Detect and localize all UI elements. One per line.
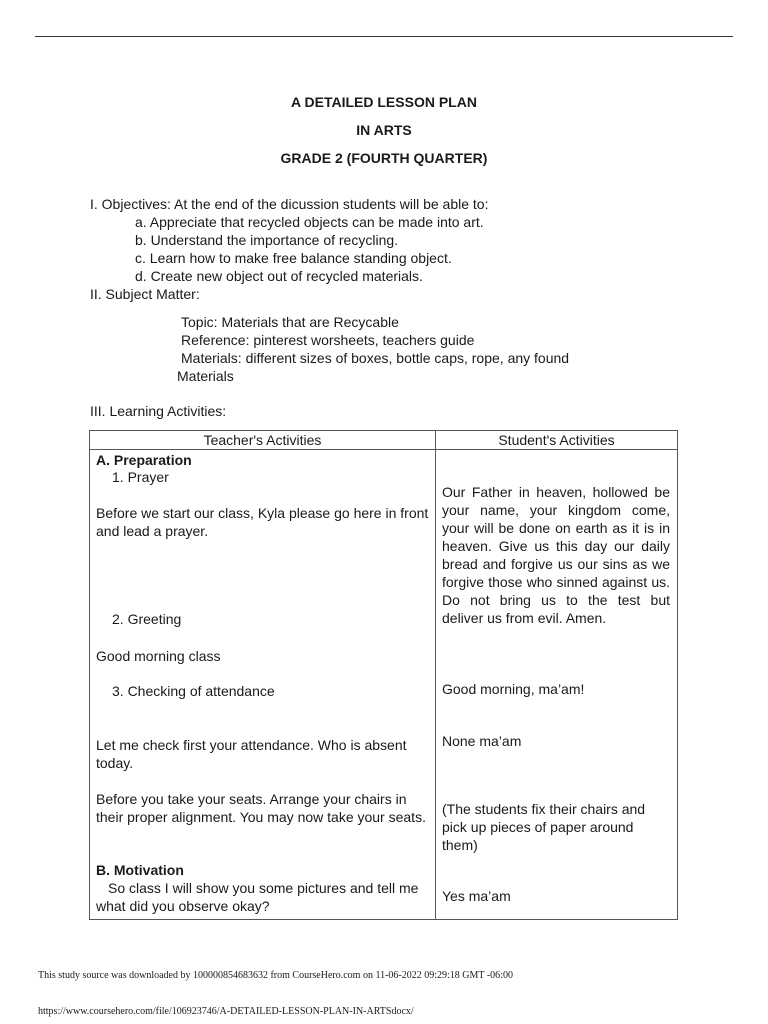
teacher-activities-header: Teacher's Activities bbox=[90, 431, 436, 450]
subject-materials: Materials: different sizes of boxes, bottle caps, rope, any found bbox=[181, 350, 570, 366]
attendance-step: 3. Checking of attendance bbox=[112, 683, 275, 699]
subject-matter-heading: II. Subject Matter: bbox=[90, 286, 200, 302]
greeting-response: Good morning, ma’am! bbox=[442, 681, 585, 697]
prayer-step: 1. Prayer bbox=[112, 469, 169, 485]
student-activities-header: Student's Activities bbox=[436, 431, 678, 450]
document-subject: IN ARTS bbox=[356, 122, 412, 138]
download-notice: This study source was downloaded by 100000854683632 from CourseHero.com on 11-06-2022 09:29:18 GMT -06:00 bbox=[38, 970, 513, 981]
prayer-response: Our Father in heaven, hollowed be your name, your kingdom come, your will be done on earth as it is in heaven. Give us this day our daily bread and forgive us our sins as we forgive those who sinned against us. Do not bring us to the test but deliver us from evil. Amen. bbox=[442, 484, 670, 626]
seats-instruction: Before you take your seats. Arrange your chairs in their proper alignment. You may now take your seats. bbox=[96, 791, 426, 825]
preparation-heading: A. Preparation bbox=[96, 452, 192, 468]
objective-item: a. Appreciate that recycled objects can be made into art. bbox=[135, 214, 484, 230]
document-title: A DETAILED LESSON PLAN bbox=[291, 94, 477, 110]
teacher-activities-cell bbox=[90, 450, 436, 920]
attendance-instruction: Let me check first your attendance. Who is absent today. bbox=[96, 737, 407, 771]
document-grade: GRADE 2 (FOURTH QUARTER) bbox=[280, 150, 488, 166]
motivation-response: Yes ma’am bbox=[442, 888, 511, 904]
motivation-heading: B. Motivation bbox=[96, 862, 184, 878]
subject-reference: Reference: pinterest worsheets, teachers guide bbox=[181, 332, 475, 348]
activities-table bbox=[89, 430, 678, 920]
objectives-heading: I. Objectives: At the end of the dicussion students will be able to: bbox=[90, 196, 489, 212]
subject-materials-cont: Materials bbox=[177, 368, 234, 384]
greeting-instruction: Good morning class bbox=[96, 648, 221, 664]
greeting-step: 2. Greeting bbox=[112, 611, 182, 627]
learning-activities-heading: III. Learning Activities: bbox=[90, 403, 227, 419]
objective-item: c. Learn how to make free balance standing object. bbox=[135, 250, 452, 266]
motivation-instruction: So class I will show you some pictures and tell me what did you observe okay? bbox=[96, 880, 419, 914]
seats-response: (The students fix their chairs and pick up pieces of paper around them) bbox=[442, 801, 646, 853]
source-url[interactable]: https://www.coursehero.com/file/106923746/A-DETAILED-LESSON-PLAN-IN-ARTSdocx/ bbox=[38, 1006, 414, 1017]
subject-topic: Topic: Materials that are Recycable bbox=[181, 314, 399, 330]
student-activities-cell bbox=[436, 450, 678, 920]
objective-item: b. Understand the importance of recycling. bbox=[135, 232, 399, 248]
header-rule bbox=[35, 36, 733, 37]
attendance-response: None ma’am bbox=[442, 733, 522, 749]
prayer-instruction: Before we start our class, Kyla please go here in front and lead a prayer. bbox=[96, 505, 429, 539]
objective-item: d. Create new object out of recycled materials. bbox=[135, 268, 423, 284]
